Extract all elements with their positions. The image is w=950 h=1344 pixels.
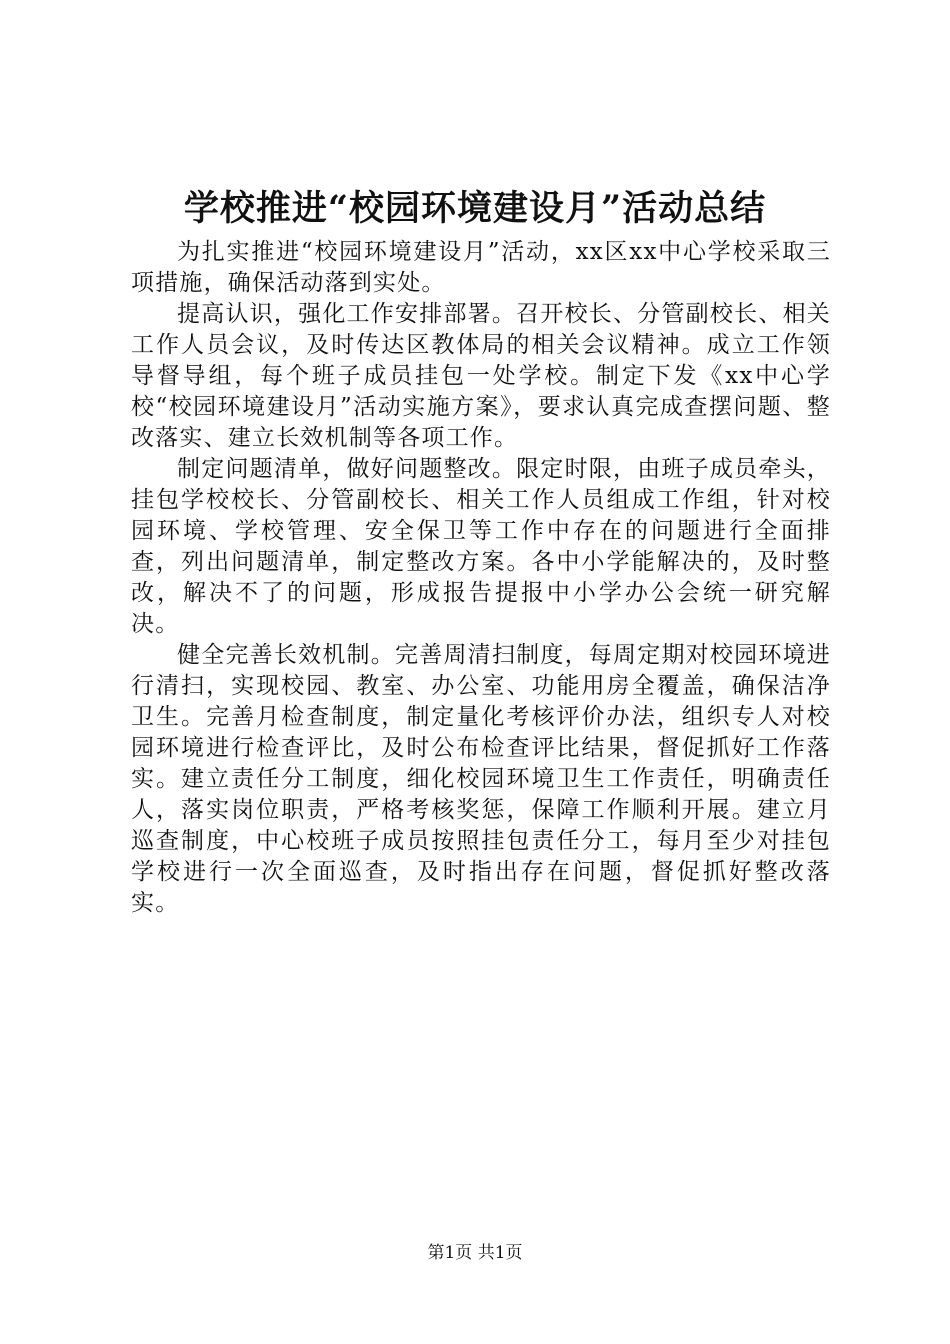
document-body [131, 237, 831, 919]
document-title: 学校推进“校园环境建设月”活动总结 [183, 188, 767, 229]
paragraph-problem-list: 制定问题清单，做好问题整改。限定时限，由班子成员牵头，挂包学校校长、分管副校长、相关工作人员组成工作组，针对校园环境、学校管理、安全保卫等工作中存在的问题进行全面排查，列出问题清单，制定整改方案。各中小学能解决的，及时整改，解决不了的问题，形成报告提报中小学办公会统一研究解决。 [131, 456, 831, 637]
page-footer: 第1页 共1页 [427, 1243, 523, 1263]
paragraph-intro: 为扎实推进“校园环境建设月”活动，xx区xx中心学校采取三项措施，确保活动落到实处。 [131, 239, 831, 296]
paragraph-long-term-mechanism: 健全完善长效机制。完善周清扫制度，每周定期对校园环境进行清扫，实现校园、教室、办公室、功能用房全覆盖，确保洁净卫生。完善月检查制度，制定量化考核评价办法，组织专人对校园环境进行检查评比，及时公布检查评比结果，督促抓好工作落实。建立责任分工制度，细化校园环境卫生工作责任，明确责任人，落实岗位职责，严格考核奖惩，保障工作顺利开展。建立月巡查制度，中心校班子成员按照挂包责任分工，每月至少对挂包学校进行一次全面巡查，及时指出存在问题，督促抓好整改落实。 [131, 642, 831, 916]
paragraph-awareness: 提高认识，强化工作安排部署。召开校长、分管副校长、相关工作人员会议，及时传达区教体局的相关会议精神。成立工作领导督导组，每个班子成员挂包一处学校。制定下发《xx中心学校“校园环境建设月”活动实施方案》，要求认真完成查摆问题、整改落实、建立长效机制等各项工作。 [131, 301, 831, 451]
